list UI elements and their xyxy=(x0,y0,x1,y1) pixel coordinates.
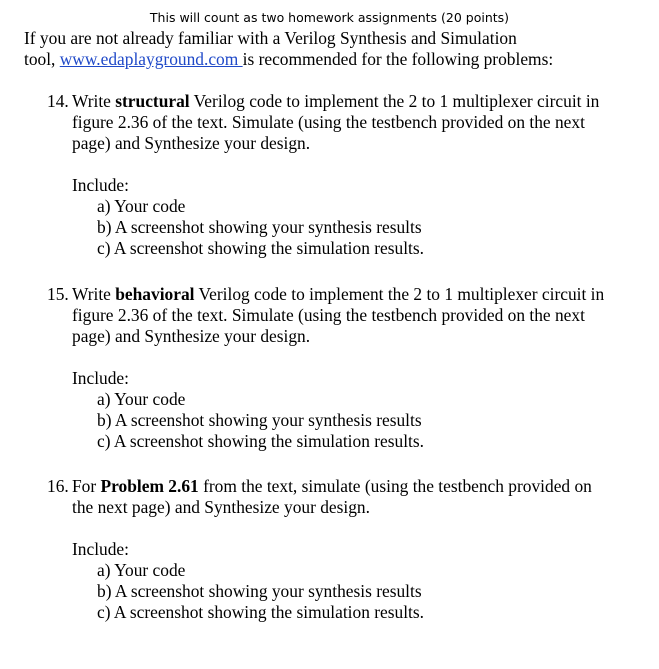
problem-16 xyxy=(47,476,652,518)
include-item-code: a) Your code xyxy=(97,389,186,409)
include-item-simulation: c) A screenshot showing the simulation results. xyxy=(97,238,424,258)
include-item-code: a) Your code xyxy=(97,560,186,580)
include-item-code: a) Your code xyxy=(97,196,186,216)
include-label: Include: xyxy=(72,175,129,195)
problem-number: 16. xyxy=(47,476,69,496)
problem-text-post: Verilog code to implement the 2 to 1 multiplexer circuit in xyxy=(194,284,605,304)
intro-paragraph xyxy=(24,28,654,70)
intro-line-2-suffix: is recommended for the following problems: xyxy=(242,49,554,69)
problem-text-pre: Write xyxy=(72,91,116,111)
problem-emphasis: behavioral xyxy=(115,284,195,304)
problem-text-post: Verilog code to implement the 2 to 1 multiplexer circuit in xyxy=(189,91,600,111)
include-item-simulation: c) A screenshot showing the simulation results. xyxy=(97,602,424,622)
problem-15 xyxy=(47,284,652,347)
problem-14 xyxy=(47,91,652,154)
intro-line-2-prefix: tool, xyxy=(24,49,60,69)
edaplayground-link[interactable]: www.edaplayground.com xyxy=(59,49,243,69)
problem-14-line-1 xyxy=(47,91,652,112)
problem-number: 14. xyxy=(47,91,69,111)
intro-line-2 xyxy=(24,49,654,70)
assignment-header: This will count as two homework assignments (20 points) xyxy=(149,10,510,25)
problem-text-post: from the text, simulate (using the testbench provided on xyxy=(198,476,592,496)
problem-16-line-2: the next page) and Synthesize your design. xyxy=(72,497,370,517)
problem-emphasis: Problem 2.61 xyxy=(100,476,199,496)
problem-text-pre: For xyxy=(72,476,101,496)
include-list-16 xyxy=(72,539,424,623)
include-list-14 xyxy=(72,175,424,259)
problem-15-line-1 xyxy=(47,284,652,305)
problem-14-line-3: page) and Synthesize your design. xyxy=(72,133,311,153)
intro-line-1: If you are not already familiar with a Verilog Synthesis and Simulation xyxy=(24,28,517,48)
include-item-synthesis: b) A screenshot showing your synthesis results xyxy=(97,217,422,237)
problem-14-line-2: figure 2.36 of the text. Simulate (using the testbench provided on the next xyxy=(72,112,585,132)
include-label: Include: xyxy=(72,368,129,388)
problem-number: 15. xyxy=(47,284,69,304)
problem-15-line-3: page) and Synthesize your design. xyxy=(72,326,311,346)
problem-16-line-1 xyxy=(47,476,652,497)
problem-emphasis: structural xyxy=(115,91,190,111)
include-item-synthesis: b) A screenshot showing your synthesis results xyxy=(97,581,422,601)
include-list-15 xyxy=(72,368,424,452)
problem-text-pre: Write xyxy=(72,284,116,304)
problem-15-line-2: figure 2.36 of the text. Simulate (using the testbench provided on the next xyxy=(72,305,585,325)
include-label: Include: xyxy=(72,539,129,559)
include-item-synthesis: b) A screenshot showing your synthesis results xyxy=(97,410,422,430)
include-item-simulation: c) A screenshot showing the simulation results. xyxy=(97,431,424,451)
